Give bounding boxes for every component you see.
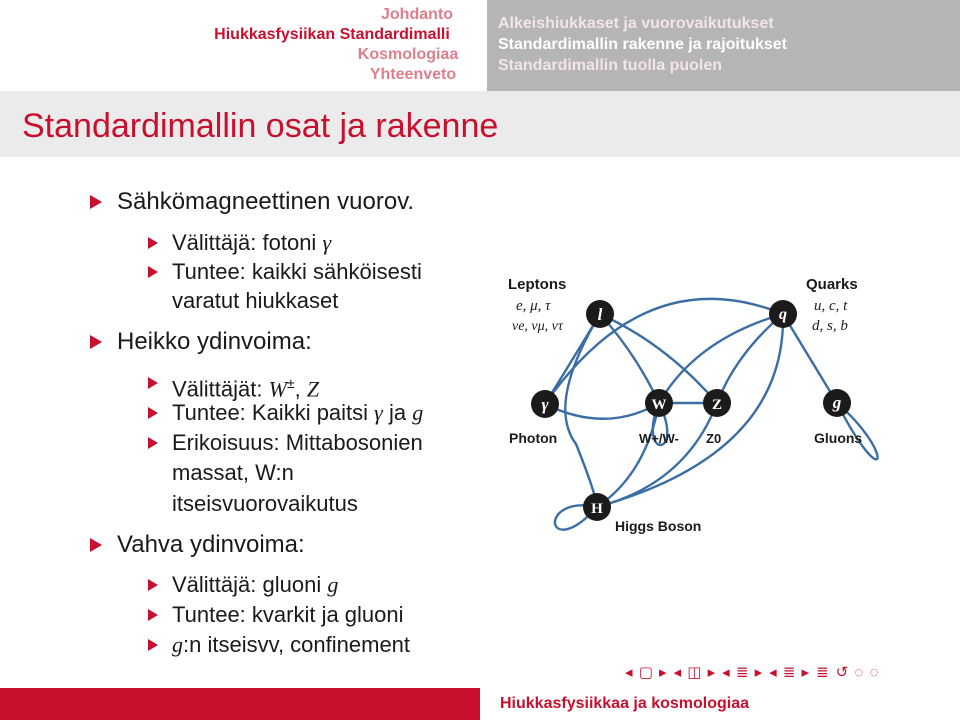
quarks-line2: d, s, b	[812, 318, 848, 334]
edge-photon-w	[545, 403, 659, 419]
bullet-triangle-icon	[148, 237, 158, 249]
bullet-triangle-icon	[148, 266, 158, 278]
photon-label: Photon	[509, 430, 558, 446]
nav-section-yhteenveto[interactable]: Yhteenveto	[369, 66, 457, 83]
bullet-text: Välittäjä: gluoni	[172, 572, 328, 597]
beamer-navigation-controls	[625, 664, 885, 682]
footer-bar	[0, 688, 960, 720]
bullet-triangle-icon	[148, 407, 158, 419]
nav-subsection-icon[interactable]: ◂ ≣ ▸	[769, 664, 811, 681]
math-symbol: g	[327, 572, 339, 597]
z-label: Z0	[706, 431, 722, 446]
nav-section-icon[interactable]: ◂ ≣ ▸	[722, 664, 764, 681]
nav-appendix-icon[interactable]: ≣	[816, 664, 830, 681]
leptons-line1: e, μ, τ	[516, 298, 551, 314]
bullet-weak-special-line3: itseisvuorovaikutus	[172, 491, 358, 516]
bullet-em-mediator	[172, 228, 331, 258]
bullet-strong-couples: Tuntee: kvarkit ja gluoni	[172, 602, 404, 627]
bullet-text: ja	[382, 400, 413, 425]
bullet-triangle-icon	[148, 377, 158, 389]
bullet-strong-special	[172, 630, 410, 660]
footer-talk-title: Hiukkasfysiikkaa ja kosmologiaa	[500, 695, 750, 712]
bullet-triangle-icon	[148, 609, 158, 621]
bullet-em-interaction: Sähkömagneettinen vuorov.	[117, 188, 415, 215]
bullet-triangle-icon	[90, 195, 102, 209]
z-node-label: Z	[711, 397, 723, 413]
frame-title: Standardimallin osat ja rakenne	[22, 107, 499, 145]
w-node-label: W	[651, 397, 667, 413]
gluon-node-label: g	[832, 393, 842, 412]
gluons-label: Gluons	[814, 430, 863, 446]
bullet-strong-interaction: Vahva ydinvoima:	[117, 531, 305, 558]
bullet-text: Välittäjät:	[172, 376, 269, 402]
math-symbol: Z	[306, 376, 320, 402]
nav-section-standardimalli[interactable]: Hiukkasfysiikan Standardimalli	[214, 26, 450, 43]
nav-section-johdanto[interactable]: Johdanto	[381, 6, 453, 23]
bullet-weak-interaction: Heikko ydinvoima:	[117, 328, 312, 355]
quarks-title: Quarks	[806, 276, 858, 293]
bullet-triangle-icon	[90, 538, 102, 552]
edge-quark-z	[717, 314, 783, 403]
math-symbol: γ	[322, 230, 332, 255]
math-symbol: g	[172, 632, 183, 657]
bullet-triangle-icon	[90, 335, 102, 349]
nav-subsection-rakenne[interactable]: Standardimallin rakenne ja rajoitukset	[498, 36, 787, 53]
edge-lepton-w	[600, 314, 659, 403]
bullet-weak-special-line1: Erikoisuus: Mittabosonien	[172, 430, 423, 455]
math-symbol: W	[268, 376, 287, 402]
bullet-weak-special-line2: massat, W:n	[172, 460, 294, 485]
higgs-node-label: H	[591, 501, 603, 517]
math-superscript: ±	[286, 375, 295, 391]
bullet-triangle-icon	[148, 579, 158, 591]
photon-node-label: γ	[541, 395, 549, 414]
math-symbol: γ	[374, 400, 383, 425]
quark-node-label: q	[779, 306, 787, 323]
bullet-text: :n itseisvv, confinement	[183, 632, 411, 657]
lepton-node-label: l	[597, 305, 603, 324]
nav-search-icon[interactable]: ↺ ◌ ◌	[835, 664, 880, 681]
header-nav	[0, 0, 960, 91]
nav-subsection-tuolla-puolen[interactable]: Standardimallin tuolla puolen	[498, 57, 723, 74]
bullet-text: Välittäjä: fotoni	[172, 230, 323, 255]
bullet-strong-mediator	[172, 570, 338, 600]
bullet-triangle-icon	[148, 639, 158, 651]
nav-prev-frame-icon[interactable]: ◂ ▢ ▸	[625, 664, 668, 681]
math-symbol: g	[412, 400, 424, 425]
bullet-weak-couples	[172, 398, 423, 428]
nav-prev-subsection-icon[interactable]: ◂ ◫ ▸	[673, 664, 717, 681]
quarks-line1: u, c, t	[814, 298, 848, 314]
standard-model-diagram	[496, 264, 896, 584]
leptons-title: Leptons	[508, 276, 567, 293]
bullet-triangle-icon	[148, 437, 158, 449]
bullet-em-couples-line2: varatut hiukkaset	[172, 288, 339, 313]
bullet-text: Tuntee: Kaikki paitsi	[172, 400, 375, 425]
higgs-label: Higgs Boson	[615, 518, 702, 534]
w-label: W+/W-	[639, 431, 679, 446]
bullet-em-couples-line1: Tuntee: kaikki sähköisesti	[172, 259, 422, 284]
nav-subsection-alkeishiukkaset[interactable]: Alkeishiukkaset ja vuorovaikutukset	[498, 15, 774, 32]
nav-section-kosmologiaa[interactable]: Kosmologiaa	[357, 46, 459, 63]
footer-author: Aleksi Vuorinen (Bielefeld)	[255, 695, 458, 712]
leptons-line2: νe, νμ, ντ	[512, 319, 563, 334]
bullet-text: ,	[294, 376, 307, 402]
